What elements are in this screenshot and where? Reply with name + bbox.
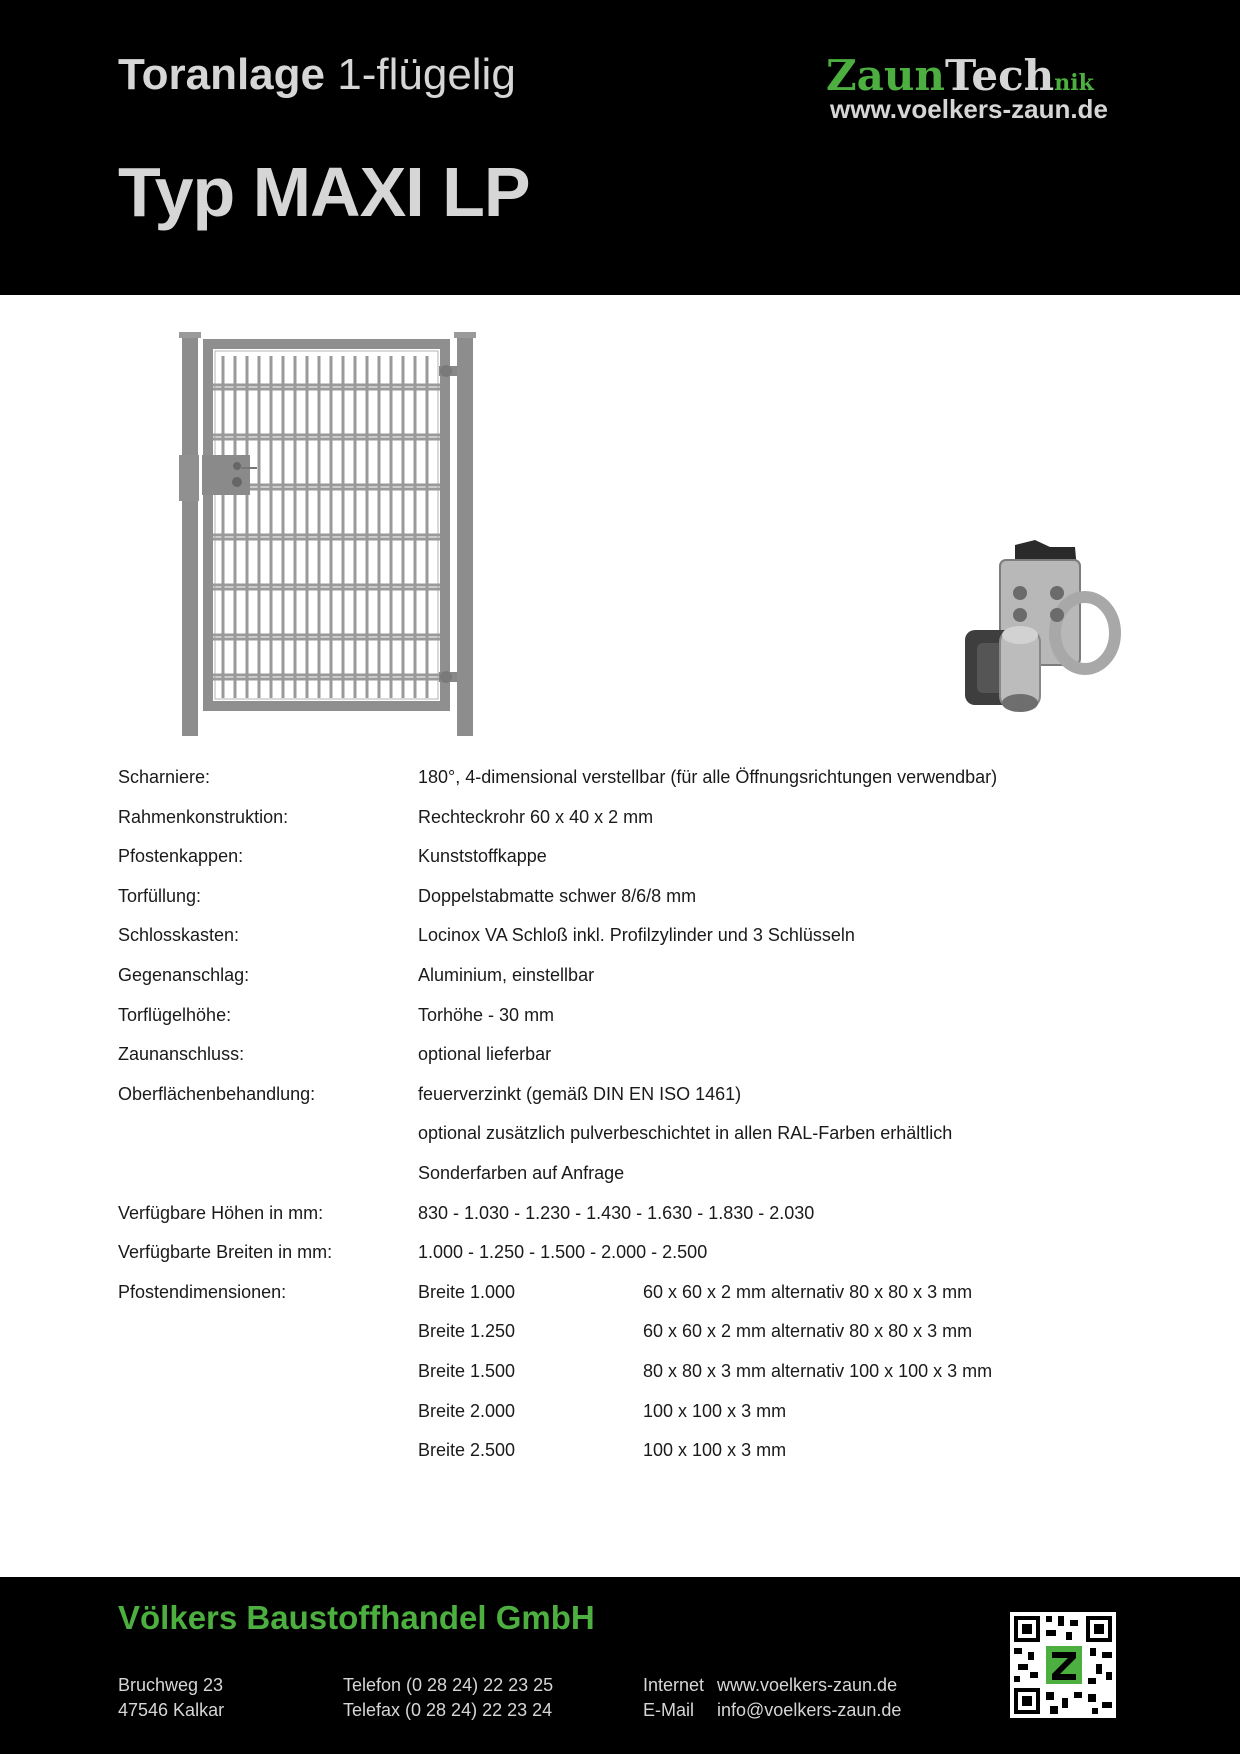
spec-value: Locinox VA Schloß inkl. Profilzylinder und 3 Schlüsseln (418, 925, 855, 946)
header-bar (0, 0, 1240, 295)
spec-value: Rechteckrohr 60 x 40 x 2 mm (418, 806, 654, 827)
spec-row (118, 920, 1138, 960)
spec-row (118, 841, 1138, 881)
phone[interactable]: Telefon (0 28 24) 22 23 25 (343, 1675, 554, 1695)
gate-photo-icon (175, 330, 480, 738)
spec-value: Breite 2.500 (418, 1440, 516, 1461)
website-link[interactable]: www.voelkers-zaun.de (717, 1675, 898, 1695)
spec-value: feuerverzinkt (gemäß DIN EN ISO 1461) (418, 1083, 742, 1104)
spec-value: Breite 1.500 (418, 1360, 516, 1381)
logo-part-2: Tech (944, 51, 1055, 100)
spec-label: Pfostendimensionen: (118, 1281, 287, 1302)
footer-bar (0, 1577, 1240, 1754)
spec-row (118, 1079, 1138, 1119)
spec-value: 180°, 4-dimensional verstellbar (für alle Öffnungsrichtungen verwendbar) (418, 767, 998, 787)
spec-label: Verfügbarte Breiten in mm: (118, 1242, 333, 1263)
spec-value: Breite 2.000 (418, 1400, 516, 1421)
spec-row (118, 960, 1138, 1000)
spec-row (118, 802, 1138, 842)
hinge-photo-icon (955, 535, 1125, 720)
qr-code-icon[interactable] (1010, 1612, 1116, 1718)
fax: Telefax (0 28 24) 22 23 24 (343, 1700, 553, 1720)
spec-value: 1.000 - 1.250 - 1.500 - 2.000 - 2.500 (418, 1242, 708, 1263)
company-name: Völkers Baustoffhandel GmbH (118, 1599, 595, 1636)
email-link[interactable]: info@voelkers-zaun.de (717, 1700, 902, 1720)
logo-part-1: Zaun (826, 51, 945, 100)
phone-block (343, 1673, 553, 1723)
spec-row (118, 1039, 1138, 1079)
product-category (118, 50, 516, 100)
category-light: 1-flügelig (337, 50, 516, 99)
spec-label: Schlosskasten: (118, 925, 240, 946)
spec-detail: 60 x 60 x 2 mm alternativ 80 x 80 x 3 mm (643, 1321, 973, 1342)
logo-part-3: nik (1054, 70, 1094, 96)
spec-value: Doppelstabmatte schwer 8/6/8 mm (418, 885, 697, 906)
spec-label: Zaunanschluss: (118, 1044, 245, 1065)
spec-row (118, 1000, 1138, 1040)
spec-label: Rahmenkonstruktion: (118, 806, 289, 827)
brand-logo[interactable] (826, 51, 1126, 124)
internet-label: Internet (643, 1675, 705, 1695)
spec-label: Oberflächenbehandlung: (118, 1083, 316, 1104)
spec-value: Sonderfarben auf Anfrage (418, 1162, 625, 1183)
spec-label: Scharniere: (118, 767, 211, 787)
spec-label: Verfügbare Höhen in mm: (118, 1202, 324, 1223)
spec-row (118, 1237, 1138, 1277)
city: 47546 Kalkar (118, 1700, 225, 1720)
spec-label: Gegenanschlag: (118, 964, 250, 985)
spec-detail: 100 x 100 x 3 mm (643, 1440, 787, 1461)
spec-row (118, 1277, 1138, 1317)
spec-row (118, 1356, 1138, 1396)
spec-label: Torflügelhöhe: (118, 1004, 232, 1025)
spec-row (118, 1118, 1138, 1158)
spec-table (118, 762, 1138, 1475)
spec-value: optional lieferbar (418, 1044, 552, 1065)
spec-row (118, 1396, 1138, 1436)
logo-url[interactable]: www.voelkers-zaun.de (830, 94, 1108, 124)
spec-row (118, 762, 1138, 802)
spec-row (118, 1158, 1138, 1198)
spec-value: Breite 1.000 (418, 1281, 516, 1302)
spec-detail: 80 x 80 x 3 mm alternativ 100 x 100 x 3 mm (643, 1360, 993, 1381)
spec-label: Pfostenkappen: (118, 846, 244, 867)
spec-row (118, 881, 1138, 921)
spec-detail: 60 x 60 x 2 mm alternativ 80 x 80 x 3 mm (643, 1281, 973, 1302)
spec-value: 830 - 1.030 - 1.230 - 1.430 - 1.630 - 1.830 - 2.030 (418, 1202, 815, 1223)
category-bold: Toranlage (118, 50, 326, 99)
spec-row (118, 1435, 1138, 1475)
web-block (643, 1673, 901, 1723)
spec-label: Torfüllung: (118, 885, 202, 906)
spec-detail: 100 x 100 x 3 mm (643, 1400, 787, 1421)
address-block (118, 1673, 224, 1723)
spec-row (118, 1198, 1138, 1238)
email-label: E-Mail (643, 1700, 695, 1720)
spec-row (118, 1316, 1138, 1356)
street: Bruchweg 23 (118, 1675, 224, 1695)
spec-value: Aluminium, einstellbar (418, 964, 595, 985)
spec-value: Breite 1.250 (418, 1321, 516, 1342)
spec-value: optional zusätzlich pulverbeschichtet in allen RAL-Farben erhältlich (418, 1123, 953, 1144)
page-title: Typ MAXI LP (118, 153, 530, 231)
spec-value: Torhöhe - 30 mm (418, 1004, 555, 1025)
spec-value: Kunststoffkappe (418, 846, 547, 867)
